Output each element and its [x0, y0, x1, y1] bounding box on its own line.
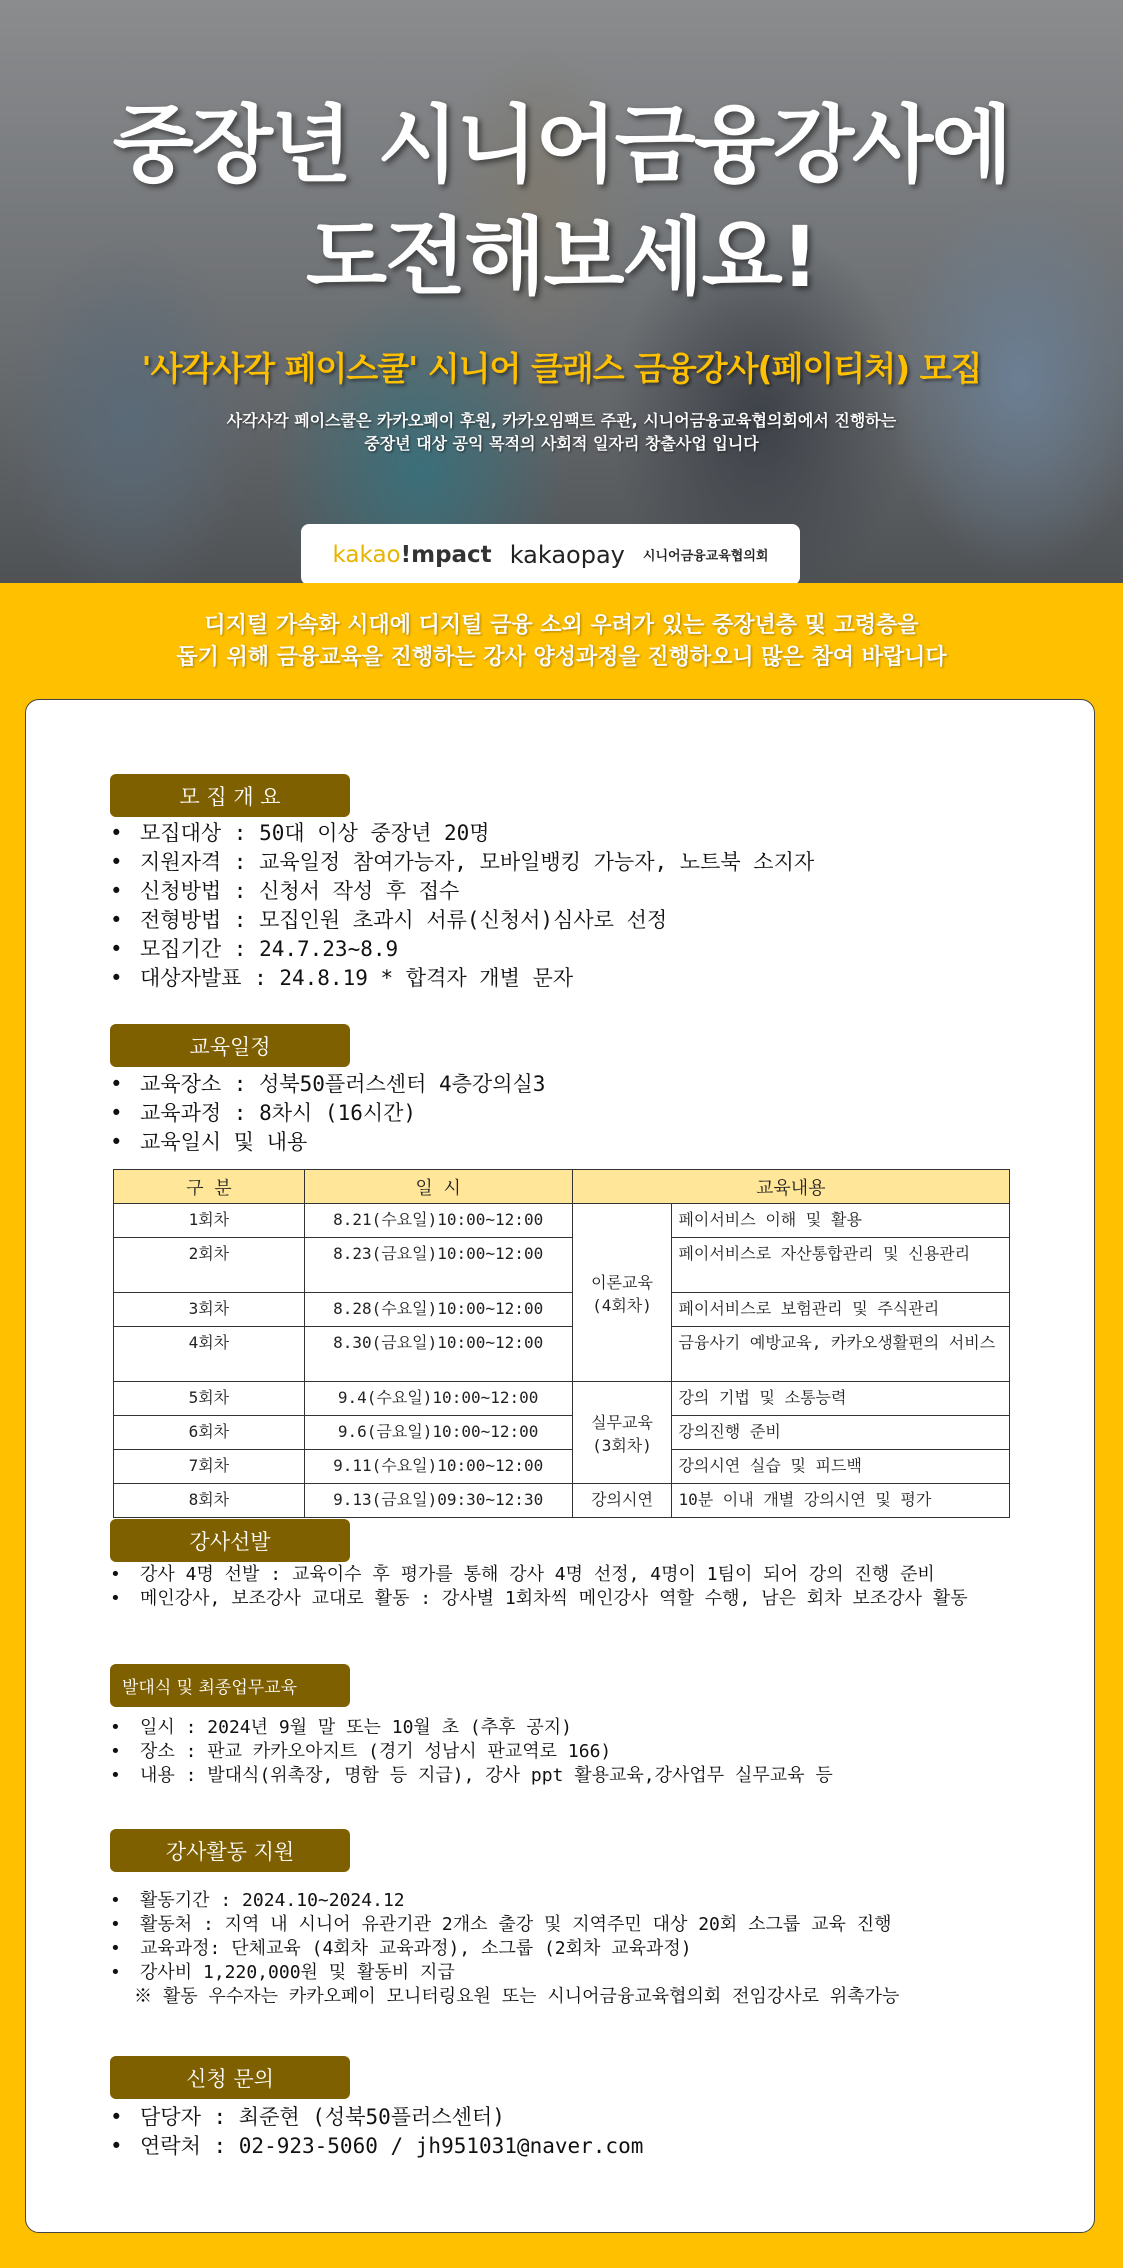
- cell-date: 9.4(수요일)10:00~12:00: [304, 1382, 572, 1416]
- list-item: • 장소 : 판교 카카오아지트 (경기 성남시 판교역로 166): [110, 1740, 833, 1764]
- table-row: [114, 1327, 1010, 1382]
- intro-line2: 돕기 위해 금융교육을 진행하는 강사 양성과정을 진행하오니 많은 참여 바랍니다: [176, 645, 947, 670]
- table-header: 일 시: [304, 1170, 572, 1204]
- list-item: • 전형방법 : 모집인원 초과시 서류(신청서)심사로 선정: [110, 906, 814, 935]
- cell-content: 페이서비스로 자산통합관리 및 신용관리: [672, 1238, 1010, 1293]
- table-header: 교육내용: [572, 1170, 1009, 1204]
- cell-date: 8.30(금요일)10:00~12:00: [304, 1327, 572, 1382]
- support-list: [110, 1889, 899, 2009]
- launch-list: [110, 1716, 833, 1788]
- contact-info: • 연락처 : 02-923-5060 / jh951031@naver.com: [110, 2132, 643, 2161]
- table-row: [114, 1238, 1010, 1293]
- cell-no: 3회차: [114, 1293, 305, 1327]
- hero-desc-line2: 중장년 대상 공익 목적의 사회적 일자리 창출사업 입니다: [364, 434, 759, 453]
- section-selection-title: 강사선발: [110, 1519, 350, 1562]
- cell-content: 페이서비스로 보험관리 및 주식관리: [672, 1293, 1010, 1327]
- cell-no: 8회차: [114, 1484, 305, 1518]
- hero-banner: [0, 0, 1123, 583]
- list-item: • 모집기간 : 24.7.23~8.9: [110, 935, 814, 964]
- kakaopay-logo: kakaopay: [509, 540, 625, 569]
- recruit-list: [110, 819, 814, 993]
- table-row: [114, 1382, 1010, 1416]
- list-item: • 담당자 : 최준현 (성북50플러스센터): [110, 2103, 643, 2132]
- support-note: ※ 활동 우수자는 카카오페이 모니터링요원 또는 시니어금융교육협의회 전임강사로 위촉가능: [134, 1986, 900, 2007]
- list-item: • 교육과정: 단체교육 (4회차 교육과정), 소그룹 (2회차 교육과정): [110, 1937, 899, 1961]
- selection-list: [110, 1563, 968, 1611]
- table-row: [114, 1416, 1010, 1450]
- cell-group: 실무교육 (3회차): [572, 1382, 672, 1484]
- schedule-table: [113, 1169, 1010, 1518]
- cell-no: 6회차: [114, 1416, 305, 1450]
- hero-desc-line1: 사각사각 페이스쿨은 카카오페이 후원, 카카오임팩트 주관, 시니어금융교육협의회에서 진행하는: [226, 411, 897, 430]
- cell-no: 1회차: [114, 1204, 305, 1238]
- table-header: 구 분: [114, 1170, 305, 1204]
- list-item: • 내용 : 발대식(위촉장, 명함 등 지급), 강사 ppt 활용교육,강사업무 실무교육 등: [110, 1764, 833, 1788]
- list-item: • 활동처 : 지역 내 시니어 유관기관 2개소 출강 및 지역주민 대상 20회 소그룹 교육 진행: [110, 1913, 899, 1937]
- list-item: • 활동기간 : 2024.10~2024.12: [110, 1889, 899, 1913]
- cell-content: 강의 기법 및 소통능력: [672, 1382, 1010, 1416]
- kakao-impact-logo: kakao!mpact: [332, 541, 492, 568]
- cell-date: 8.23(금요일)10:00~12:00: [304, 1238, 572, 1293]
- hero-title-line1: 중장년 시니어금융강사에: [112, 96, 1011, 194]
- section-schedule-title: 교육일정: [110, 1024, 350, 1067]
- list-item: • 대상자발표 : 24.8.19 * 합격자 개별 문자: [110, 964, 814, 993]
- hero-subtitle: '사각사각 페이스쿨' 시니어 클래스 금융강사(페이티처) 모집: [141, 349, 982, 388]
- section-contact-title: 신청 문의: [110, 2056, 350, 2099]
- cell-date: 9.13(금요일)09:30~12:30: [304, 1484, 572, 1518]
- cell-group: 강의시연: [572, 1484, 672, 1518]
- intro-line1: 디지털 가속화 시대에 디지털 금융 소외 우려가 있는 중장년층 및 고령층을: [204, 613, 919, 638]
- cell-content: 강의시연 실습 및 피드백: [672, 1450, 1010, 1484]
- contact-list: [110, 2103, 643, 2161]
- section-launch-title: 발대식 및 최종업무교육: [110, 1664, 350, 1707]
- cell-no: 5회차: [114, 1382, 305, 1416]
- list-item: • 강사 4명 선발 : 교육이수 후 평가를 통해 강사 4명 선정, 4명이 1팀이 되어 강의 진행 준비: [110, 1563, 968, 1587]
- cell-date: 8.21(수요일)10:00~12:00: [304, 1204, 572, 1238]
- cell-no: 4회차: [114, 1327, 305, 1382]
- table-row: [114, 1450, 1010, 1484]
- table-row: [114, 1484, 1010, 1518]
- list-item: • 강사비 1,220,000원 및 활동비 지급: [110, 1961, 899, 1985]
- cell-no: 2회차: [114, 1238, 305, 1293]
- list-item: • 일시 : 2024년 9월 말 또는 10월 초 (추후 공지): [110, 1716, 833, 1740]
- cell-date: 9.6(금요일)10:00~12:00: [304, 1416, 572, 1450]
- cell-date: 9.11(수요일)10:00~12:00: [304, 1450, 572, 1484]
- cell-date: 8.28(수요일)10:00~12:00: [304, 1293, 572, 1327]
- table-row: [114, 1204, 1010, 1238]
- cell-group: 이론교육 (4회차): [572, 1204, 672, 1382]
- cell-content: 강의진행 준비: [672, 1416, 1010, 1450]
- list-item: • 메인강사, 보조강사 교대로 활동 : 강사별 1회차씩 메인강사 역할 수행, 남은 회차 보조강사 활동: [110, 1587, 968, 1611]
- list-item: • 지원자격 : 교육일정 참여가능자, 모바일뱅킹 가능자, 노트북 소지자: [110, 848, 814, 877]
- schedule-list: [110, 1070, 545, 1157]
- cell-content: 10분 이내 개별 강의시연 및 평가: [672, 1484, 1010, 1518]
- section-recruit-title: 모 집 개 요: [110, 774, 350, 817]
- list-item: • 교육장소 : 성북50플러스센터 4층강의실3: [110, 1070, 545, 1099]
- list-item: • 교육일시 및 내용: [110, 1128, 545, 1157]
- sponsor-logos: [301, 524, 800, 583]
- table-row: [114, 1293, 1010, 1327]
- section-support-title: 강사활동 지원: [110, 1829, 350, 1872]
- council-logo: 시니어금융교육협의회: [642, 549, 769, 564]
- cell-content: 금융사기 예방교육, 카카오생활편의 서비스: [672, 1327, 1010, 1382]
- list-item: • 교육과정 : 8차시 (16시간): [110, 1099, 545, 1128]
- list-item: • 신청방법 : 신청서 작성 후 접수: [110, 877, 814, 906]
- cell-content: 페이서비스 이해 및 활용: [672, 1204, 1010, 1238]
- cell-no: 7회차: [114, 1450, 305, 1484]
- hero-title-line2: 도전해보세요!: [305, 208, 818, 306]
- list-item: • 모집대상 : 50대 이상 중장년 20명: [110, 819, 814, 848]
